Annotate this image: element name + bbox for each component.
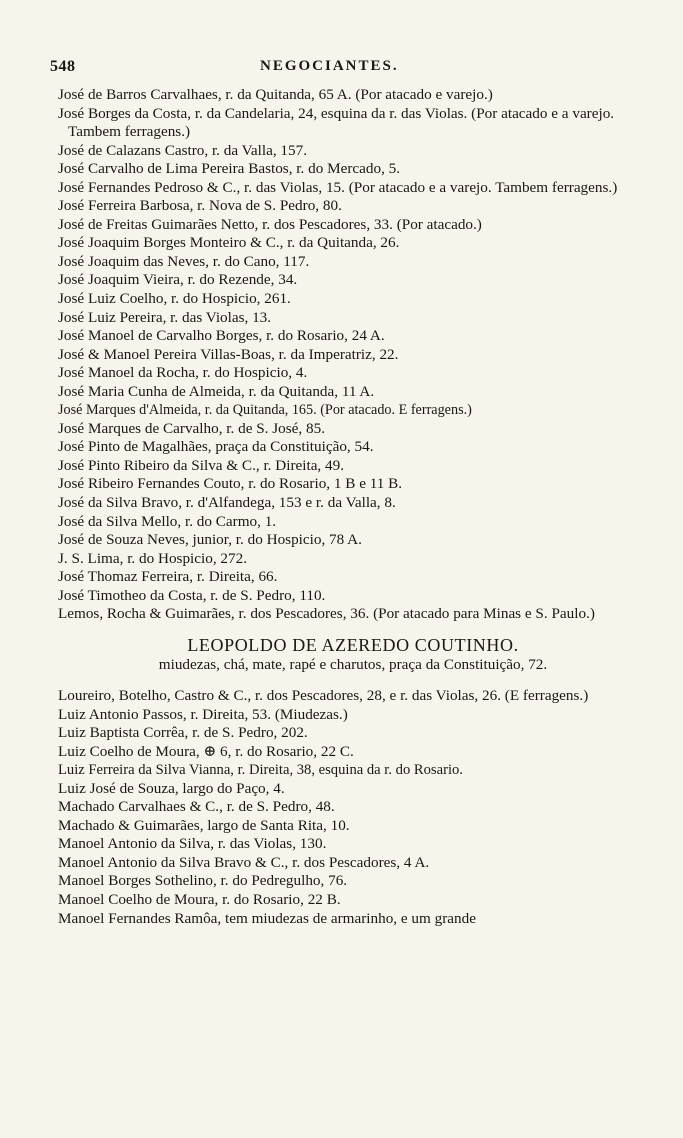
list-item: José Timotheo da Costa, r. de S. Pedro, 110. — [58, 586, 326, 604]
list-item: Luiz Antonio Passos, r. Direita, 53. (Miudezas.) — [58, 705, 348, 723]
list-item: José Luiz Pereira, r. das Violas, 13. — [58, 308, 272, 326]
list-item: Luiz José de Souza, largo do Paço, 4. — [58, 779, 285, 797]
list-item: José Carvalho de Lima Pereira Bastos, r. do Mercado, 5. — [58, 160, 401, 178]
list-item: Manoel Borges Sothelino, r. do Pedregulho, 76. — [58, 872, 348, 890]
list-item: J. S. Lima, r. do Hospicio, 272. — [58, 549, 247, 567]
list-item: Manoel Antonio da Silva Bravo & C., r. dos Pescadores, 4 A. — [58, 853, 430, 871]
list-item: Loureiro, Botelho, Castro & C., r. dos Pescadores, 28, e r. das Violas, 26. (E ferragens.) — [58, 686, 589, 704]
list-item: José de Freitas Guimarães Netto, r. dos Pescadores, 33. (Por atacado.) — [58, 215, 482, 233]
list-item: José Maria Cunha de Almeida, r. da Quitanda, 11 A. — [58, 382, 375, 400]
list-item: José Pinto Ribeiro da Silva & C., r. Direita, 49. — [58, 456, 345, 474]
list-item: José de Barros Carvalhaes, r. da Quitanda, 65 A. (Por atacado e varejo.) — [58, 86, 493, 103]
list-item: Manoel Coelho de Moura, r. do Rosario, 22 B. — [58, 890, 341, 908]
list-item: José Manoel de Carvalho Borges, r. do Rosario, 24 A. — [58, 327, 385, 345]
featured-merchant-description: miudezas, chá, mate, rapé e charutos, praça da Constituição, 72. — [158, 656, 548, 674]
list-item: José da Silva Mello, r. do Carmo, 1. — [58, 512, 277, 530]
directory-entries-top — [58, 86, 648, 928]
list-item: José de Souza Neves, junior, r. do Hospicio, 78 A. — [58, 531, 362, 549]
list-item: José Fernandes Pedroso & C., r. das Violas, 15. (Por atacado e a varejo. Tambem ferragens.) — [58, 178, 618, 196]
list-item: José Ribeiro Fernandes Couto, r. do Rosario, 1 B e 11 B. — [58, 475, 403, 493]
list-item: Luiz Ferreira da Silva Vianna, r. Direita, 38, esquina da r. do Rosario. — [58, 762, 463, 779]
list-item: José Joaquim das Neves, r. do Cano, 117. — [58, 252, 310, 270]
list-item: Luiz Coelho de Moura, ⊕ 6, r. do Rosario, 22 C. — [58, 742, 354, 760]
list-item: José Borges da Costa, r. da Candelaria, 24, esquina da r. das Violas. (Por atacado e a varejo. Tambem ferragens.) — [58, 104, 615, 141]
list-item: José Marques de Carvalho, r. de S. José, 85. — [58, 419, 326, 437]
list-item: José Joaquim Vieira, r. do Rezende, 34. — [58, 271, 298, 289]
list-item: José Manoel da Rocha, r. do Hospicio, 4. — [58, 364, 308, 382]
list-item: José Pinto de Magalhães, praça da Constituição, 54. — [58, 438, 374, 456]
list-item: José de Calazans Castro, r. da Valla, 157. — [58, 141, 307, 159]
list-item: Machado Carvalhaes & C., r. de S. Pedro, 48. — [58, 798, 335, 816]
list-item: José da Silva Bravo, r. d'Alfandega, 153 e r. da Valla, 8. — [58, 494, 396, 512]
list-item: Machado & Guimarães, largo de Santa Rita, 10. — [58, 816, 350, 834]
list-item: José Marques d'Almeida, r. da Quitanda, 165. (Por atacado. E ferragens.) — [58, 402, 472, 419]
page-number: 548 — [50, 58, 76, 75]
list-item: Manoel Fernandes Ramôa, tem miudezas de armarinho, e um grande — [58, 909, 476, 927]
list-item: Luiz Baptista Corrêa, r. de S. Pedro, 202. — [58, 724, 308, 742]
featured-merchant-name: LEOPOLDO DE AZEREDO COUTINHO. — [187, 634, 519, 655]
list-item: Manoel Antonio da Silva, r. das Violas, 130. — [58, 835, 327, 853]
page-header — [48, 58, 648, 82]
running-head: NEGOCIANTES. — [260, 58, 399, 74]
list-item: José Joaquim Borges Monteiro & C., r. da Quitanda, 26. — [58, 234, 400, 252]
list-item: José Thomaz Ferreira, r. Direita, 66. — [58, 568, 278, 586]
list-item: José Luiz Coelho, r. do Hospicio, 261. — [58, 290, 291, 308]
list-item: José & Manoel Pereira Villas-Boas, r. da Imperatriz, 22. — [58, 345, 399, 363]
list-item: José Ferreira Barbosa, r. Nova de S. Pedro, 80. — [58, 197, 342, 215]
list-item: Lemos, Rocha & Guimarães, r. dos Pescadores, 36. (Por atacado para Minas e S. Paulo.) — [58, 605, 595, 623]
